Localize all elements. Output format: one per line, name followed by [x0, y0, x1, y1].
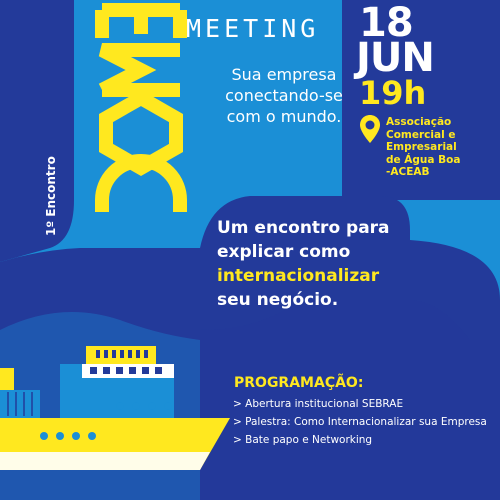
lead-text: [217, 216, 417, 312]
venue-line: Empresarial: [386, 141, 457, 153]
venue-line: -ACEAB: [386, 166, 430, 178]
ship-illustration: [0, 320, 230, 490]
tagline-line: Sua empresa: [231, 65, 337, 84]
left-panel-shape: [0, 0, 74, 262]
brand-logo-come: [86, 0, 188, 245]
venue-line: Associação: [386, 116, 452, 128]
venue-name: [386, 116, 496, 179]
tagline-line: com o mundo.: [226, 107, 342, 126]
program-list: [233, 395, 487, 449]
tagline: [214, 64, 354, 127]
lead-line: Um encontro para: [217, 218, 390, 238]
ship-hull-shadow: [0, 452, 210, 470]
date-month: JUN: [356, 35, 434, 81]
letter-m: [102, 50, 180, 90]
lead-highlight: internacionalizar: [217, 266, 380, 286]
edition-label: 1º Encontro: [44, 156, 58, 236]
lead-line: explicar como: [217, 242, 351, 262]
tagline-line: conectando-se: [225, 86, 343, 105]
venue-line: Comercial e: [386, 128, 456, 141]
program-item: > Abertura institucional SEBRAE: [233, 398, 404, 410]
container: [0, 390, 40, 418]
program-item: > Palestra: Como Internacionalizar sua Empresa: [233, 416, 487, 428]
ship-lower-deck: [82, 378, 174, 418]
location-pin-icon: [359, 114, 381, 144]
event-time: 19h: [359, 74, 427, 112]
program-title: PROGRAMAÇÃO:: [234, 375, 364, 391]
date-day: 18: [359, 0, 413, 46]
program-item: > Bate papo e Networking: [233, 434, 373, 446]
brand-suffix: MEETING: [186, 14, 320, 43]
letter-e: [102, 10, 180, 38]
venue-line: de Água Boa: [386, 153, 461, 166]
container: [0, 368, 14, 390]
lead-line: seu negócio.: [217, 290, 339, 310]
